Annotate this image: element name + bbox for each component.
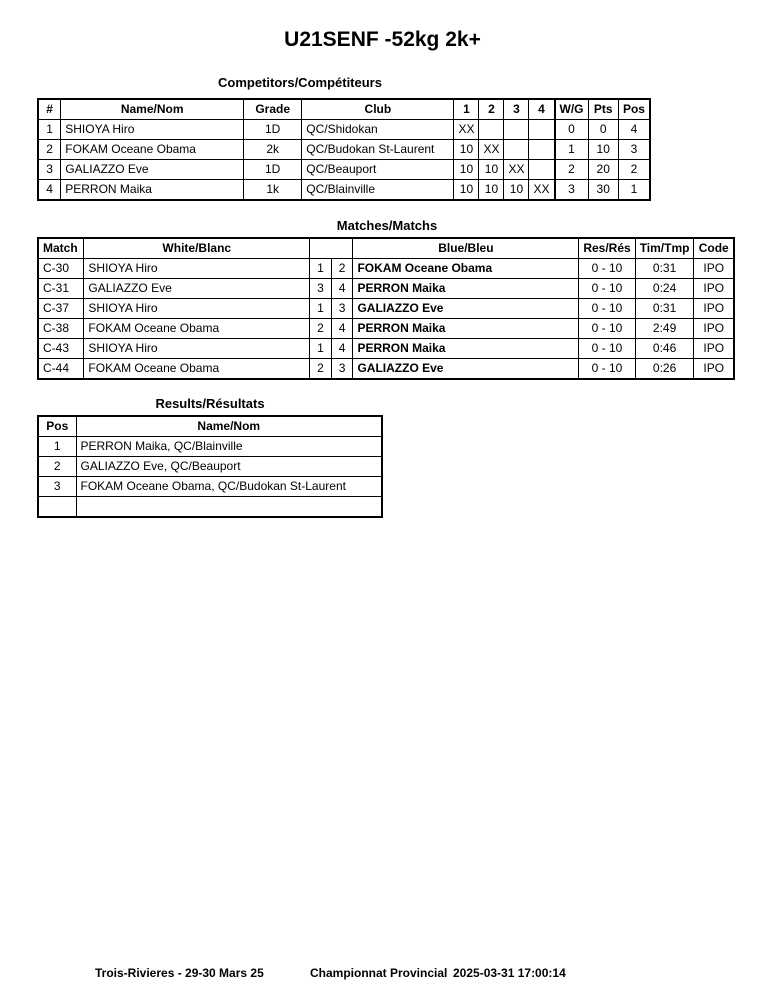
match-code: IPO: [694, 339, 734, 359]
col-3: 3: [504, 99, 529, 120]
result-name: GALIAZZO Eve, QC/Beauport: [76, 457, 382, 477]
score-vs-4: XX: [529, 180, 555, 201]
result-position: [38, 497, 76, 518]
competitor-name: SHIOYA Hiro: [61, 120, 244, 140]
footer-timestamp: 2025-03-31 17:00:14: [453, 966, 566, 980]
score-vs-1: XX: [454, 120, 479, 140]
competitor-club: QC/Beauport: [302, 160, 454, 180]
competitor-points: 0: [588, 120, 618, 140]
competitor-number: 1: [38, 120, 61, 140]
score-vs-3: XX: [504, 160, 529, 180]
blue-number: 3: [331, 299, 353, 319]
blue-competitor: PERRON Maika: [353, 319, 579, 339]
competitor-position: 1: [618, 180, 650, 201]
competitor-points: 30: [588, 180, 618, 201]
match-result: 0 - 10: [579, 359, 635, 380]
col-result: Res/Rés: [579, 238, 635, 259]
white-number: 1: [310, 339, 332, 359]
score-vs-2: 10: [479, 160, 504, 180]
result-row: [38, 477, 382, 497]
result-position: 1: [38, 437, 76, 457]
competitor-row: [38, 120, 650, 140]
match-result: 0 - 10: [579, 259, 635, 279]
page-title: U21SENF -52kg 2k+: [284, 28, 481, 51]
white-competitor: FOKAM Oceane Obama: [84, 359, 310, 380]
white-competitor: SHIOYA Hiro: [84, 299, 310, 319]
match-time: 2:49: [635, 319, 694, 339]
match-row: [38, 339, 734, 359]
competitor-row: [38, 140, 650, 160]
footer-championship: Championnat Provincial: [310, 966, 448, 980]
competitor-club: QC/Budokan St-Laurent: [302, 140, 454, 160]
col-2: 2: [479, 99, 504, 120]
result-position: 3: [38, 477, 76, 497]
result-name: [76, 497, 382, 518]
col-position: Pos: [618, 99, 650, 120]
match-id: C-38: [38, 319, 84, 339]
competitors-table: [37, 98, 651, 201]
competitor-wins: 2: [555, 160, 589, 180]
match-time: 0:24: [635, 279, 694, 299]
white-number: 1: [310, 299, 332, 319]
match-id: C-37: [38, 299, 84, 319]
competitor-number: 4: [38, 180, 61, 201]
results-heading: Results/Résultats: [155, 396, 265, 411]
col-name: Name/Nom: [76, 416, 382, 437]
competitor-grade: 2k: [244, 140, 302, 160]
match-result: 0 - 10: [579, 279, 635, 299]
match-code: IPO: [694, 259, 734, 279]
score-vs-1: 10: [454, 180, 479, 201]
match-time: 0:31: [635, 299, 694, 319]
white-number: 2: [310, 359, 332, 380]
white-competitor: GALIAZZO Eve: [84, 279, 310, 299]
col-pos: Pos: [38, 416, 76, 437]
match-row: [38, 319, 734, 339]
competitor-points: 10: [588, 140, 618, 160]
col-time: Tim/Tmp: [635, 238, 694, 259]
match-code: IPO: [694, 299, 734, 319]
white-number: 2: [310, 319, 332, 339]
competitor-name: PERRON Maika: [61, 180, 244, 201]
score-vs-3: [504, 120, 529, 140]
match-id: C-31: [38, 279, 84, 299]
score-vs-4: [529, 120, 555, 140]
white-competitor: FOKAM Oceane Obama: [84, 319, 310, 339]
match-row: [38, 279, 734, 299]
competitor-number: 3: [38, 160, 61, 180]
result-position: 2: [38, 457, 76, 477]
match-id: C-44: [38, 359, 84, 380]
competitor-position: 4: [618, 120, 650, 140]
match-id: C-43: [38, 339, 84, 359]
score-vs-2: [479, 120, 504, 140]
col-code: Code: [694, 238, 734, 259]
competitor-name: FOKAM Oceane Obama: [61, 140, 244, 160]
competitor-position: 2: [618, 160, 650, 180]
match-result: 0 - 10: [579, 299, 635, 319]
result-row: [38, 497, 382, 518]
match-time: 0:46: [635, 339, 694, 359]
competitor-club: QC/Shidokan: [302, 120, 454, 140]
competitor-wins: 0: [555, 120, 589, 140]
score-vs-4: [529, 140, 555, 160]
competitor-name: GALIAZZO Eve: [61, 160, 244, 180]
match-row: [38, 259, 734, 279]
score-vs-2: XX: [479, 140, 504, 160]
result-name: FOKAM Oceane Obama, QC/Budokan St-Laurent: [76, 477, 382, 497]
blue-competitor: FOKAM Oceane Obama: [353, 259, 579, 279]
competitor-wins: 1: [555, 140, 589, 160]
competitor-position: 3: [618, 140, 650, 160]
white-number: 3: [310, 279, 332, 299]
white-competitor: SHIOYA Hiro: [84, 259, 310, 279]
blue-number: 4: [331, 279, 353, 299]
match-time: 0:31: [635, 259, 694, 279]
matches-table: [37, 237, 735, 380]
col-points: Pts: [588, 99, 618, 120]
blue-competitor: PERRON Maika: [353, 339, 579, 359]
match-result: 0 - 10: [579, 319, 635, 339]
score-vs-2: 10: [479, 180, 504, 201]
competitor-row: [38, 180, 650, 201]
blue-competitor: GALIAZZO Eve: [353, 359, 579, 380]
score-vs-3: 10: [504, 180, 529, 201]
competitors-heading: Competitors/Compétiteurs: [218, 75, 382, 90]
blue-competitor: PERRON Maika: [353, 279, 579, 299]
competitor-number: 2: [38, 140, 61, 160]
white-competitor: SHIOYA Hiro: [84, 339, 310, 359]
competitor-wins: 3: [555, 180, 589, 201]
results-table: [37, 415, 383, 518]
match-time: 0:26: [635, 359, 694, 380]
col-blue: Blue/Bleu: [353, 238, 579, 259]
competitor-points: 20: [588, 160, 618, 180]
score-vs-3: [504, 140, 529, 160]
match-code: IPO: [694, 359, 734, 380]
match-result: 0 - 10: [579, 339, 635, 359]
match-code: IPO: [694, 319, 734, 339]
competitor-row: [38, 160, 650, 180]
footer-event: Trois-Rivieres - 29-30 Mars 25: [95, 966, 264, 980]
match-row: [38, 359, 734, 380]
matches-heading: Matches/Matchs: [336, 218, 438, 233]
result-row: [38, 437, 382, 457]
col-number: #: [38, 99, 61, 120]
col-wins: W/G: [555, 99, 589, 120]
blue-number: 3: [331, 359, 353, 380]
blue-number: 2: [331, 259, 353, 279]
result-name: PERRON Maika, QC/Blainville: [76, 437, 382, 457]
col-white: White/Blanc: [84, 238, 310, 259]
blue-number: 4: [331, 339, 353, 359]
blue-competitor: GALIAZZO Eve: [353, 299, 579, 319]
competitor-grade: 1D: [244, 120, 302, 140]
white-number: 1: [310, 259, 332, 279]
result-row: [38, 457, 382, 477]
col-name: Name/Nom: [61, 99, 244, 120]
match-id: C-30: [38, 259, 84, 279]
col-match: Match: [38, 238, 84, 259]
match-code: IPO: [694, 279, 734, 299]
col-club: Club: [302, 99, 454, 120]
competitor-grade: 1D: [244, 160, 302, 180]
score-vs-4: [529, 160, 555, 180]
score-vs-1: 10: [454, 160, 479, 180]
col-1: 1: [454, 99, 479, 120]
competitor-club: QC/Blainville: [302, 180, 454, 201]
col-grade: Grade: [244, 99, 302, 120]
score-vs-1: 10: [454, 140, 479, 160]
match-row: [38, 299, 734, 319]
col-4: 4: [529, 99, 555, 120]
blue-number: 4: [331, 319, 353, 339]
competitor-grade: 1k: [244, 180, 302, 201]
